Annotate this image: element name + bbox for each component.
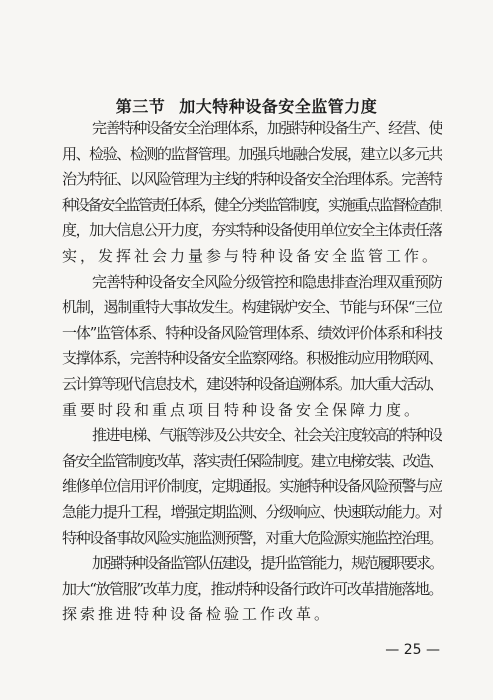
paragraph-line: 一体”监管体系、特种设备风险管理体系、绩效评价体系和科技 xyxy=(62,323,442,342)
paragraph-line: 种设备安全监管责任体系，健全分类监管制度，实施重点监督检查制 xyxy=(62,195,442,214)
paragraph-line: 完善特种设备安全风险分级管控和隐患排查治理双重预防 xyxy=(92,272,442,291)
paragraph-line: 治为特征、以风险管理为主线的特种设备安全治理体系。完善特 xyxy=(62,170,442,189)
paragraph-line: 探索推进特种设备检验工作改革。 xyxy=(62,605,333,624)
paragraph xyxy=(62,270,442,424)
page-number: — 25 — xyxy=(385,642,440,658)
section-number: 第三节 xyxy=(115,97,166,116)
section-title: 加大特种设备安全监管力度 xyxy=(179,97,378,116)
paragraph xyxy=(62,551,442,628)
paragraph-line: 加大“放管服”改革力度，推动特种设备行政许可改革措施落地。 xyxy=(62,579,442,598)
paragraph-line: 机制，遏制重特大事故发生。构建锅炉安全、节能与环保“三位 xyxy=(62,298,442,317)
paragraph-line: 推进电梯、气瓶等涉及公共安全、社会关注度较高的特种设 xyxy=(92,426,442,445)
document-body xyxy=(62,116,442,628)
paragraph-line: 用、检验、检测的监督管理。加强兵地融合发展，建立以多元共 xyxy=(62,144,442,163)
paragraph-line: 急能力提升工程，增强定期监测、分级响应、快速联动能力。对 xyxy=(62,502,442,521)
paragraph-line: 云计算等现代信息技术，建设特种设备追溯体系。加大重大活动、 xyxy=(62,374,442,393)
paragraph-line: 重要时段和重点项目特种设备安全保障力度。 xyxy=(62,400,423,419)
paragraph-line: 支撑体系，完善特种设备安全监察网络。积极推动应用物联网、 xyxy=(62,349,442,368)
paragraph-line: 完善特种设备安全治理体系，加强特种设备生产、经营、使 xyxy=(92,119,442,137)
paragraph-line: 加强特种设备监管队伍建设，提升监管能力，规范履职要求。 xyxy=(92,554,442,573)
paragraph-line: 实，发挥社会力量参与特种设备安全监管工作。 xyxy=(62,246,441,265)
section-heading xyxy=(0,94,493,117)
paragraph xyxy=(62,423,442,551)
paragraph-line: 维修单位信用评价制度，定期通报。实施特种设备风险预警与应 xyxy=(62,477,442,496)
paragraph xyxy=(62,116,442,270)
paragraph-line: 特种设备事故风险实施监测预警，对重大危险源实施监控治理。 xyxy=(62,528,442,547)
paragraph-line: 备安全监管制度改革，落实责任保险制度。建立电梯安装、改造、 xyxy=(62,451,442,470)
paragraph-line: 度，加大信息公开力度，夯实特种设备使用单位安全主体责任落 xyxy=(62,221,442,240)
